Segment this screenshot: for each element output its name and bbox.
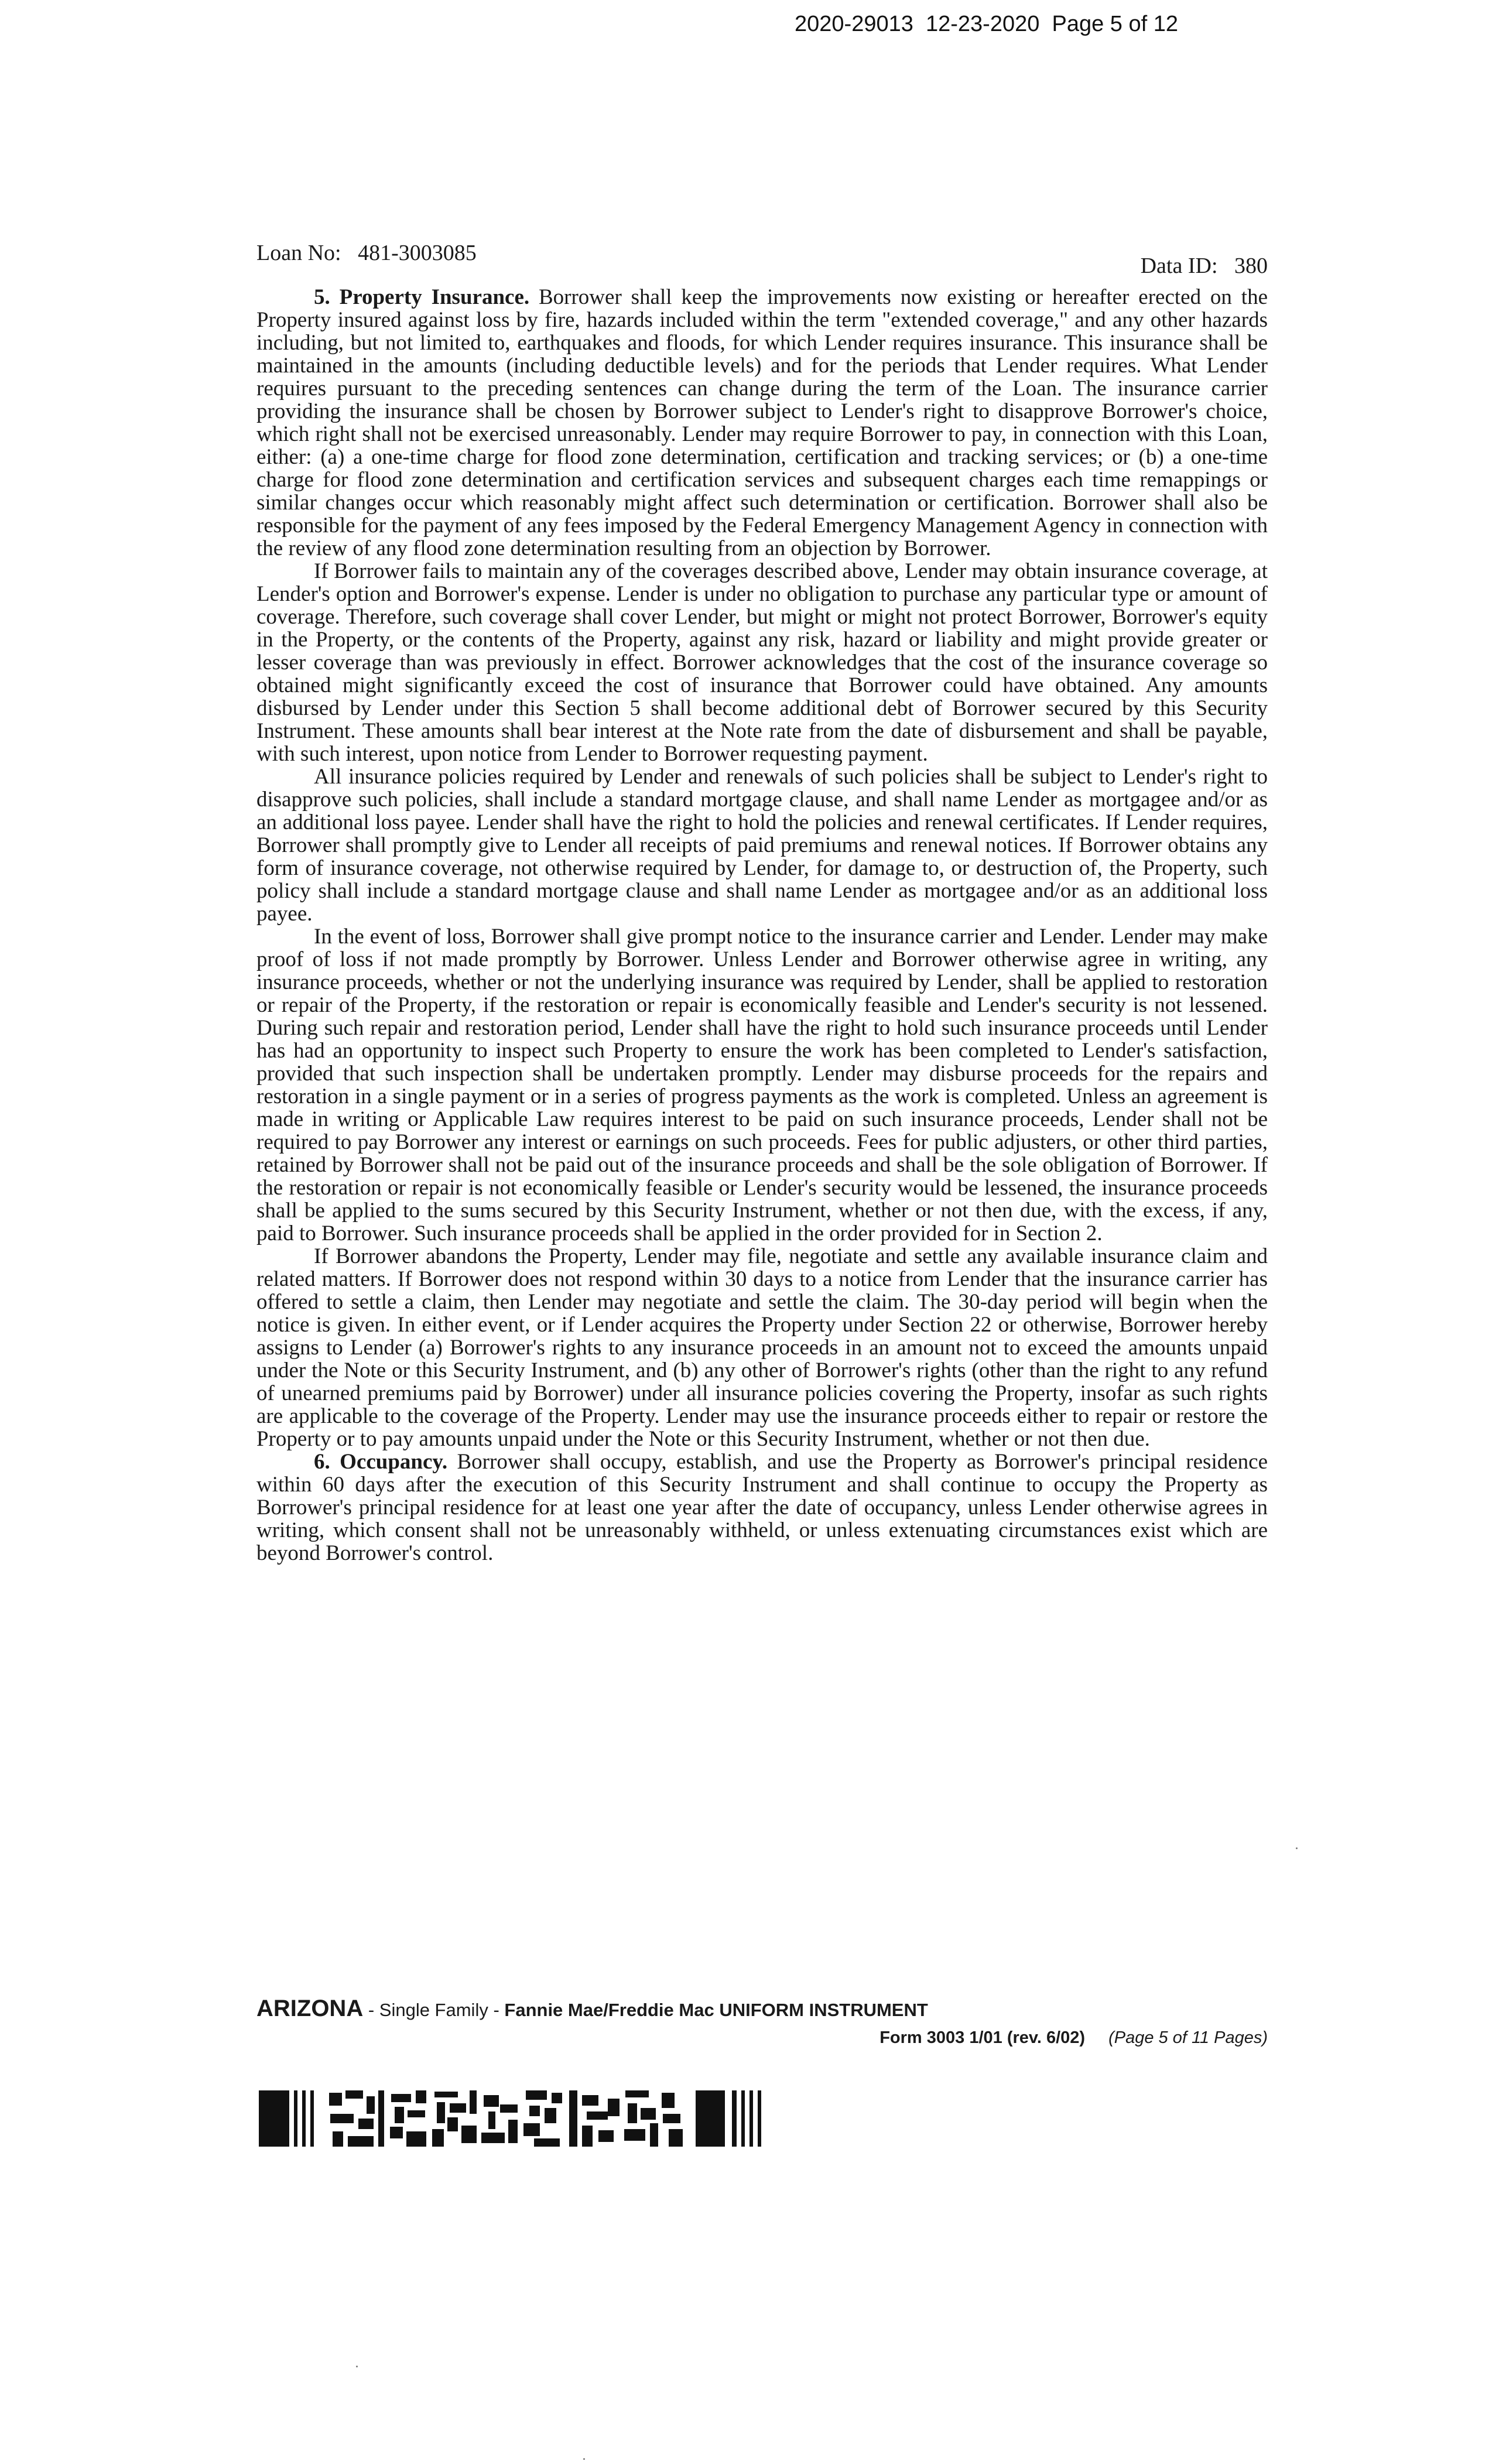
paragraph-text: Borrower shall occupy, establish, and use the Property as Borrower's principal residence within 60 days after the execution of this Security Instrument and shall continue to occupy the Property as Borrower's principal residence for at least one year after the date of occupancy, unless Lender otherwise agrees in writing, which consent shall not be unreasonably withheld, or unless extenuating circumstances exist which are beyond Borrower's control. — [256, 1450, 1268, 1565]
section-5-paragraph-2 — [256, 560, 1268, 765]
paragraph-text: If Borrower abandons the Property, Lender may file, negotiate and settle any available insurance claim and related matters. If Borrower does not respond within 30 days to a notice from Lender that the insurance carrier has offered to settle a claim, then Lender may negotiate and settle the claim. The 30-day period will begin when the notice is given. In either event, or if Lender acquires the Property under Section 22 or otherwise, Borrower hereby assigns to Lender (a) Borrower's rights to any insurance proceeds in an amount not to exceed the amounts unpaid under the Note or this Security Instrument, and (b) any other of Borrower's rights (other than the right to any refund of unearned premiums paid by Borrower) under all insurance policies covering the Property, insofar as such rights are applicable to the coverage of the Property. Lender may use the insurance proceeds either to repair or restore the Property or to pay amounts unpaid under the Note or this Security Instrument, whether or not then due. — [256, 1244, 1268, 1451]
section-5-paragraph-5 — [256, 1245, 1268, 1450]
footer-title — [256, 1996, 1268, 2022]
paragraph-text: If Borrower fails to maintain any of the coverages described above, Lender may obtain insurance coverage, at Lender's option and Borrower's expense. Lender is under no obligation to purchase any particular type or amount of coverage. Therefore, such coverage shall cover Lender, but might or might not protect Borrower, Borrower's equity in the Property, or the contents of the Property, against any risk, hazard or liability and might provide greater or lesser coverage than was previously in effect. Borrower acknowledges that the cost of the insurance coverage so obtained might significantly exceed the cost of insurance that Borrower could have obtained. Any amounts disbursed by Lender under this Section 5 shall become additional debt of Borrower secured by this Security Instrument. These amounts shall bear interest at the Note rate from the date of disbursement and shall be payable, with such interest, upon notice from Lender to Borrower requesting payment. — [256, 559, 1268, 766]
data-id: Data ID: 380 — [1140, 254, 1268, 278]
recording-stamp: 2020-29013 12-23-2020 Page 5 of 12 — [795, 12, 1178, 36]
scan-speck — [583, 2458, 585, 2460]
section-5-heading: 5. Property Insurance. — [314, 285, 530, 309]
paragraph-text: In the event of loss, Borrower shall give prompt notice to the insurance carrier and Lender. Lender may make proof of loss if not made promptly by Borrower. Unless Lender and Borrower otherwise agree in writing, any insurance proceeds, whether or not the underlying insurance was required by Lender, shall be applied to restoration or repair of the Property, if the restoration or repair is economically feasible and Lender's security is not lessened. During such repair and restoration period, Lender shall have the right to hold such insurance proceeds until Lender has had an opportunity to inspect such Property to ensure the work has been completed to Lender's satisfaction, provided that such inspection shall be undertaken promptly. Lender may disburse proceeds for the repairs and restoration in a single payment or in a series of progress payments as the work is completed. Unless an agreement is made in writing or Applicable Law requires interest to be paid on such insurance proceeds, Lender shall not be required to pay Borrower any interest or earnings on such proceeds. Fees for public adjusters, or other third parties, retained by Borrower shall not be paid out of the insurance proceeds and shall be the sole obligation of Borrower. If the restoration or repair is not economically feasible or Lender's security would be lessened, the insurance proceeds shall be applied to the sums secured by this Security Instrument, whether or not then due, with the excess, if any, paid to Borrower. Such insurance proceeds shall be applied in the order provided for in Section 2. — [256, 925, 1268, 1245]
section-6-paragraph — [256, 1450, 1268, 1565]
section-6-heading: 6. Occupancy. — [314, 1450, 448, 1474]
paragraph-text: Borrower shall keep the improvements now existing or hereafter erected on the Property insured against loss by fire, hazards included within the term "extended coverage," and any other hazards including, but not limited to, earthquakes and floods, for which Lender requires insurance. This insurance shall be maintained in the amounts (including deductible levels) and for the periods that Lender requires. What Lender requires pursuant to the preceding sentences can change during the term of the Loan. The insurance carrier providing the insurance shall be chosen by Borrower subject to Lender's right to disapprove Borrower's choice, which right shall not be exercised unreasonably. Lender may require Borrower to pay, in connection with this Loan, either: (a) a one-time charge for flood zone determination, certification and tracking services; or (b) a one-time charge for flood zone determination and certification services and subsequent charges each time remappings or similar changes occur which reasonably might affect such determination or certification. Borrower shall also be responsible for the payment of any fees imposed by the Federal Emergency Management Agency in connection with the review of any flood zone determination resulting from an objection by Borrower. — [256, 285, 1268, 560]
footer-state: ARIZONA — [256, 1996, 364, 2021]
footer-page-count: (Page 5 of 11 Pages) — [1108, 2028, 1268, 2047]
loan-number: Loan No: 481-3003085 — [256, 241, 477, 265]
scan-speck — [356, 2366, 358, 2367]
document-body — [256, 286, 1268, 1565]
footer-form-info — [879, 2028, 1268, 2048]
section-5-paragraph-3 — [256, 765, 1268, 925]
footer-instrument: Fannie Mae/Freddie Mac UNIFORM INSTRUMENT — [504, 2000, 928, 2020]
scan-speck — [1296, 1847, 1298, 1849]
footer-type: - Single Family - — [363, 2000, 505, 2020]
barcode-image — [259, 2090, 802, 2147]
paragraph-text: All insurance policies required by Lender and renewals of such policies shall be subject to Lender's right to disapprove such policies, shall include a standard mortgage clause, and shall name Lender as mortgagee and/or as an additional loss payee. Lender shall have the right to hold the policies and renewal certificates. If Lender requires, Borrower shall promptly give to Lender all receipts of paid premiums and renewal notices. If Borrower obtains any form of insurance coverage, not otherwise required by Lender, for damage to, or destruction of, the Property, such policy shall include a standard mortgage clause and shall name Lender as mortgagee and/or as an additional loss payee. — [256, 765, 1268, 926]
section-5-paragraph-4 — [256, 925, 1268, 1245]
form-footer — [256, 1996, 1268, 2047]
footer-form-number: Form 3003 1/01 (rev. 6/02) — [879, 2028, 1086, 2047]
section-5-paragraph — [256, 286, 1268, 560]
